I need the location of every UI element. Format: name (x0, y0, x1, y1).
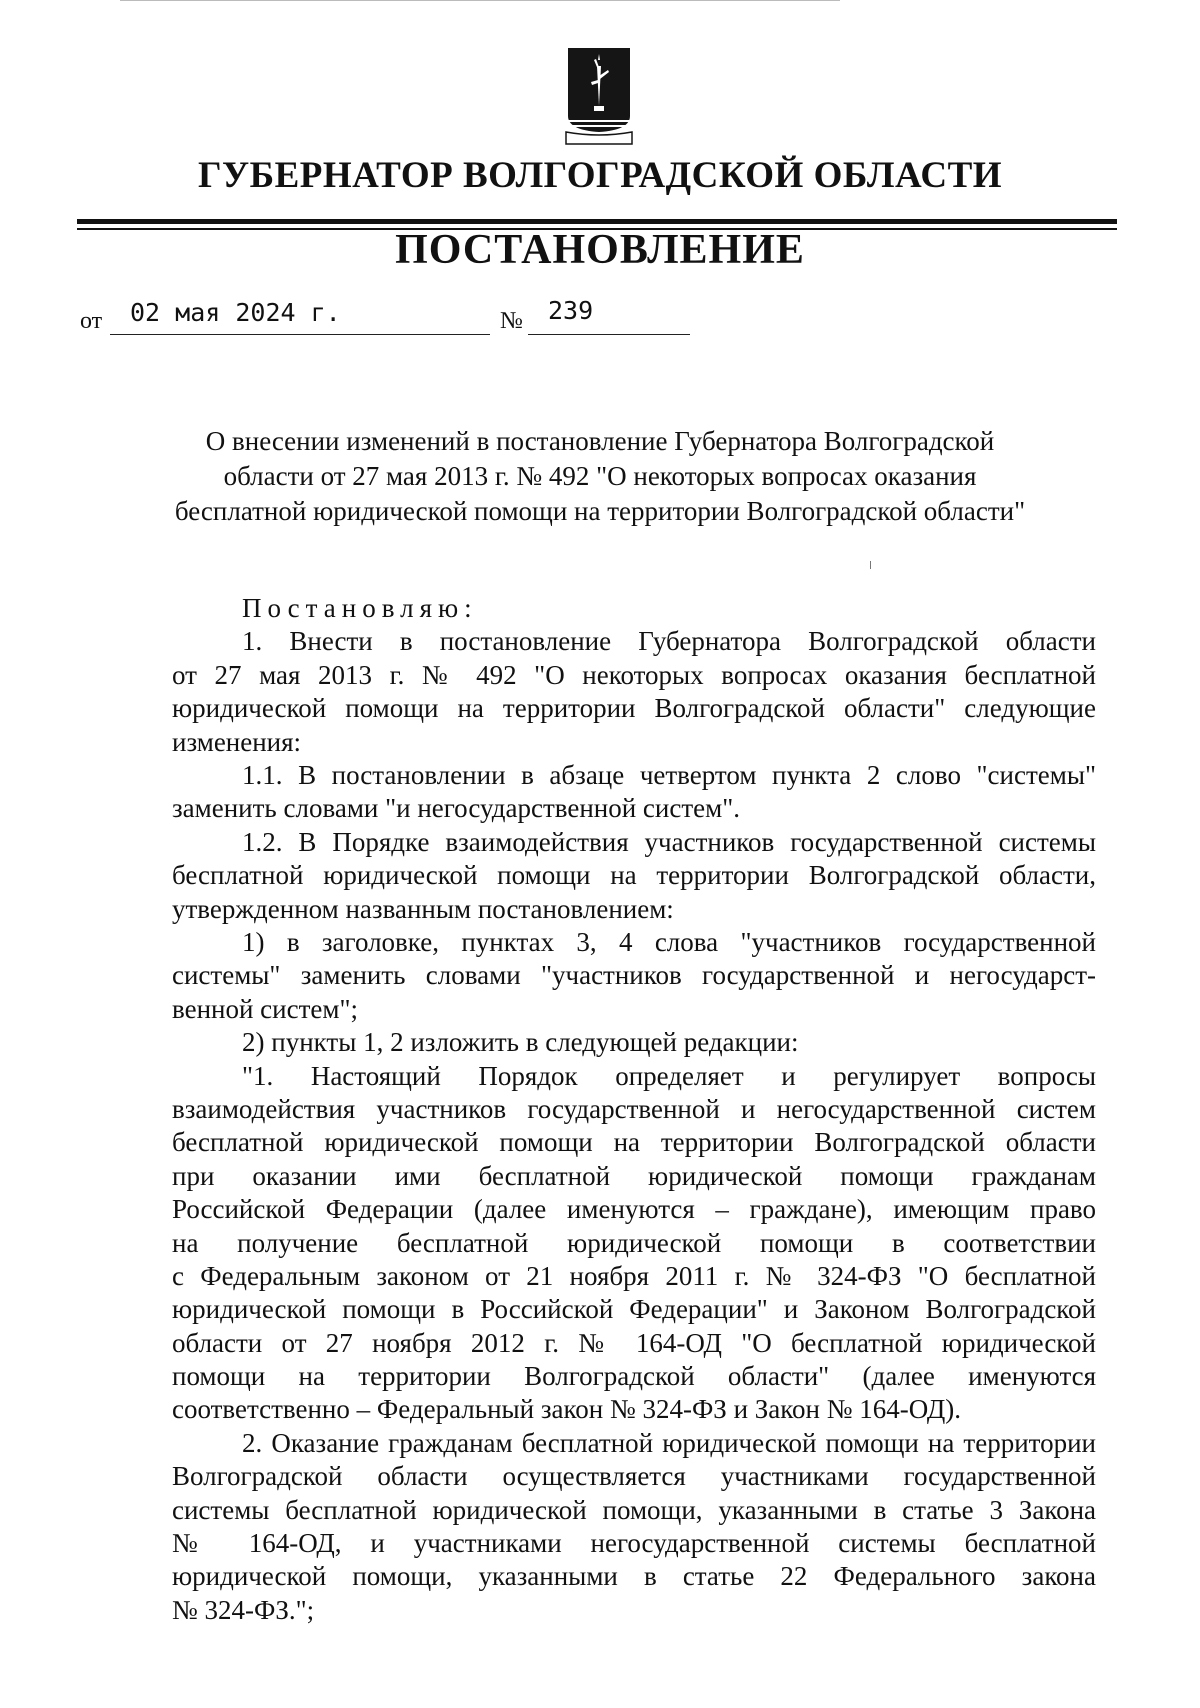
paragraph-line: юридической помощи в Российской Федерации" и Законом Волгоградской (172, 1294, 1096, 1325)
paragraph-line: от 27 мая 2013 г. № 492 "О некоторых вопросах оказания бесплатной (172, 659, 1096, 690)
paragraph-first-line: 1. Внести в постановление Губернатора Волгоградской области (242, 626, 1096, 657)
paragraph-line: области от 27 ноября 2012 г. № 164-ОД "О бесплатной юридической (172, 1327, 1096, 1358)
header-rule-thick (77, 219, 1117, 224)
scan-edge-line (120, 0, 840, 1)
resolution-lead: Постановляю: (242, 593, 478, 623)
paragraph-first-line: 1.1. В постановлении в абзаце четвертом пункта 2 слово "системы" (242, 759, 1096, 790)
paragraph-first-line: "1. Настоящий Порядок определяет и регулирует вопросы (242, 1060, 1096, 1091)
date-value: 02 мая 2024 г. (130, 298, 341, 327)
document-subject (120, 424, 1080, 529)
paragraph-line: на получение бесплатной юридической помощи в соответствии (172, 1227, 1096, 1258)
scan-speck (870, 561, 871, 569)
paragraph-last-line: изменения: (172, 726, 302, 757)
paragraph-line: юридической помощи, указанными в статье 22 Федерального закона (172, 1561, 1096, 1592)
paragraph-line: системы" заменить словами "участников государственной и негосударст- (172, 960, 1096, 991)
subject-line: области от 27 мая 2013 г. № 492 "О некоторых вопросах оказания (223, 461, 977, 491)
paragraph-single-line: 2) пункты 1, 2 изложить в следующей редакции: (242, 1027, 799, 1058)
paragraph-last-line: венной систем"; (172, 993, 358, 1024)
paragraph-last-line: соответственно – Федеральный закон № 324-ФЗ и Закон № 164-ОД). (172, 1394, 962, 1425)
paragraph-first-line: 1) в заголовке, пунктах 3, 4 слова "участников государственной (242, 926, 1096, 957)
paragraph-line: бесплатной юридической помощи на территории Волгоградской области, (172, 860, 1096, 891)
paragraph-line: Волгоградской области осуществляется участниками государственной (172, 1461, 1096, 1492)
paragraph-first-line: 1.2. В Порядке взаимодействия участников государственной системы (242, 826, 1096, 857)
subject-line: О внесении изменений в постановление Губернатора Волгоградской (205, 426, 995, 456)
document-type-title: ПОСТАНОВЛЕНИЕ (395, 227, 805, 273)
paragraph-last-line: № 324-ФЗ."; (172, 1594, 315, 1625)
date-underline (110, 334, 490, 335)
paragraph-last-line: заменить словами "и негосударственной систем". (172, 793, 740, 824)
paragraph-line: юридической помощи на территории Волгоградской области" следующие (172, 693, 1096, 724)
authority-title: ГУБЕРНАТОР ВОЛГОГРАДСКОЙ ОБЛАСТИ (197, 155, 1003, 196)
paragraph-line: бесплатной юридической помощи на территории Волгоградской области (172, 1127, 1096, 1158)
number-underline (528, 334, 690, 335)
date-label: от (80, 308, 103, 334)
volgograd-coat-of-arms-icon (564, 46, 634, 146)
paragraph-line: № 164-ОД, и участниками негосударственной системы бесплатной (172, 1528, 1096, 1559)
paragraph-line: системы бесплатной юридической помощи, указанными в статье 3 Закона (172, 1494, 1096, 1525)
paragraph-last-line: утвержденном названным постановлением: (172, 893, 674, 924)
number-label: № (500, 308, 523, 334)
paragraph-line: взаимодействия участников государственной и негосударственной систем (172, 1093, 1096, 1124)
paragraph-line: помощи на территории Волгоградской области" (далее именуются (172, 1361, 1096, 1392)
paragraph-line: при оказании ими бесплатной юридической помощи гражданам (172, 1160, 1096, 1191)
subject-line: бесплатной юридической помощи на территории Волгоградской области" (174, 496, 1026, 526)
document-body (172, 592, 1096, 1627)
paragraph-line: Российской Федерации (далее именуются – граждане), имеющим право (172, 1194, 1096, 1225)
paragraph-first-line: 2. Оказание гражданам бесплатной юридической помощи на территории (242, 1427, 1096, 1458)
number-value: 239 (548, 296, 594, 325)
paragraph-line: с Федеральным законом от 21 ноября 2011 г. № 324-ФЗ "О бесплатной (172, 1260, 1096, 1291)
